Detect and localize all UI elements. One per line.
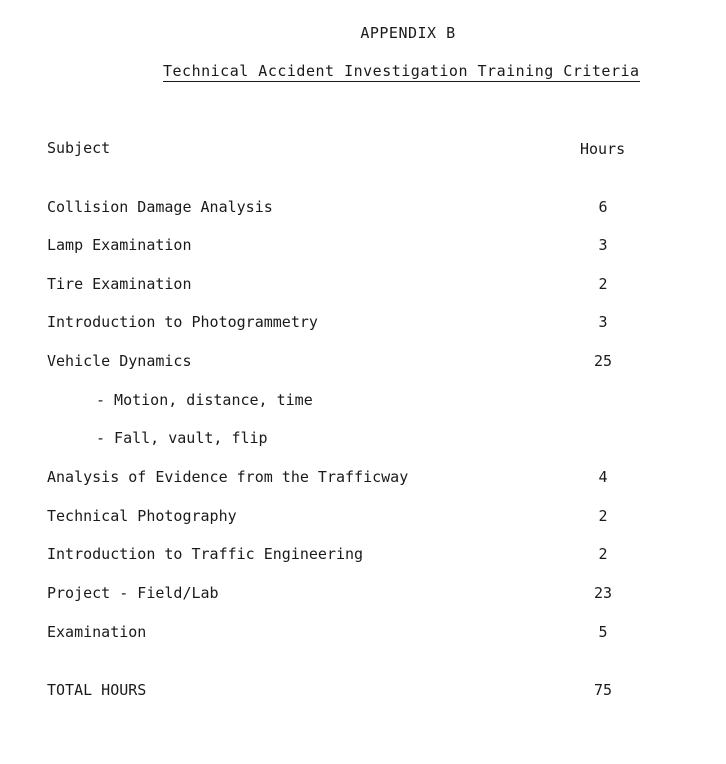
row-hours: 5 [598,623,608,641]
row-subject: Examination [47,623,147,641]
table-row [47,352,667,374]
row-hours: 2 [598,275,608,293]
table-row [47,468,667,490]
table-row [47,313,667,335]
row-subject: Introduction to Photogrammetry [47,313,318,331]
row-subject: Lamp Examination [47,236,192,254]
subject-column-header: Subject [47,139,111,157]
row-hours: 2 [598,545,608,563]
total-hours: 75 [593,681,613,699]
table-row [47,275,667,297]
row-hours: 6 [598,198,608,216]
table-row [47,584,667,606]
table-row [47,623,667,645]
row-subject: Tire Examination [47,275,192,293]
total-row [47,681,667,703]
row-hours: 2 [598,507,608,525]
row-hours: 23 [593,584,613,602]
row-subject: Project - Field/Lab [47,584,219,602]
row-subject: - Motion, distance, time [96,391,313,409]
row-subject: Introduction to Traffic Engineering [47,545,364,563]
row-subject: Vehicle Dynamics [47,352,192,370]
hours-column-header: Hours [580,140,626,158]
row-subject: Collision Damage Analysis [47,198,273,216]
row-subject: Technical Photography [47,507,237,525]
row-hours: 4 [598,468,608,486]
row-subject: Analysis of Evidence from the Trafficway [47,468,409,486]
table-subrow [47,391,667,413]
total-label: TOTAL HOURS [47,681,147,699]
table-row [47,545,667,567]
table-row [47,507,667,529]
row-hours: 25 [593,352,613,370]
table-row [47,236,667,258]
row-subject: - Fall, vault, flip [96,429,268,447]
appendix-heading: APPENDIX B [360,24,456,42]
document-title: Technical Accident Investigation Training Criteria [163,62,640,80]
table-row [47,198,667,220]
row-hours: 3 [598,236,608,254]
table-subrow [47,429,667,451]
row-hours: 3 [598,313,608,331]
